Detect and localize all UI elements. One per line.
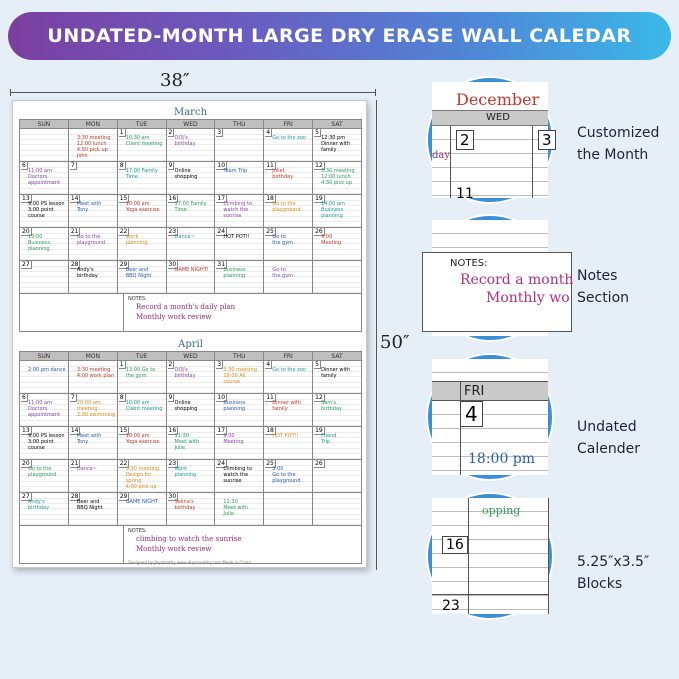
day-cell [117, 129, 166, 162]
day-cell [20, 228, 69, 261]
day-cell [313, 129, 362, 162]
day-number: 19 [315, 195, 323, 202]
notes-handwriting: Monthly work review [136, 545, 212, 553]
day-number: 4 [460, 401, 483, 427]
day-cell [264, 361, 313, 394]
day-cell [68, 162, 117, 195]
week-row [20, 129, 362, 162]
width-dimension [10, 70, 376, 94]
day-cell [215, 195, 264, 228]
day-cell [117, 162, 166, 195]
handwritten-entry: GAME NIGHT [125, 499, 158, 505]
notes-handwriting: Monthly work review [136, 313, 212, 321]
handwritten-entry: 17:00 Family Time [174, 201, 207, 213]
handwritten-entry: Sam's birthday [321, 400, 343, 412]
day-cell [20, 427, 69, 460]
handwritten-entry: 11:00 am Doctors appointment [28, 168, 61, 186]
day-cell [68, 460, 117, 493]
notes-label: NOTES: [128, 296, 147, 302]
banner-title: UNDATED-MONTH LARGE DRY ERASE WALL CALEDAR [8, 12, 671, 60]
day-cell [264, 261, 313, 294]
day-cell [264, 228, 313, 261]
handwritten-entry: Work planning [174, 466, 197, 478]
handwritten-entry: Dance~ [76, 466, 97, 472]
notes-section [19, 526, 362, 564]
week-row [20, 394, 362, 427]
day-cell [264, 427, 313, 460]
day-number: 31 [217, 261, 226, 268]
day-number: 23 [442, 598, 460, 614]
month-block-april [19, 339, 362, 564]
day-cell [166, 261, 215, 294]
notes-label: NOTES: [450, 258, 488, 269]
day-cell [68, 129, 117, 162]
weekday-header: SUN [20, 120, 69, 129]
handwritten-entry: Go to the gym [272, 234, 294, 246]
day-cell [264, 129, 313, 162]
caption-block-size: 5.25″x3.5″ Blocks [577, 554, 650, 592]
day-cell [166, 195, 215, 228]
day-number: 7 [70, 162, 75, 169]
weekday-header: THU [215, 120, 264, 129]
day-cell [68, 228, 117, 261]
weekday-header: TUE [117, 352, 166, 361]
handwritten-entry: 13:00 Go to the gym [125, 367, 156, 379]
month-title: March [173, 107, 208, 118]
handwritten-entry: 9:00 PS lesson 3:00 point course [28, 201, 65, 219]
handwritten-entry: 20:00 am meeting 3:30 swimming [76, 400, 116, 418]
day-number: 13 [22, 195, 30, 202]
day-number: 11 [456, 186, 474, 202]
customized-month-zoom [428, 78, 552, 202]
day-cell [313, 261, 362, 294]
notes-label: NOTES: [128, 528, 147, 534]
handwritten-entry: GAME NIGHT! [174, 267, 209, 273]
day-number: 26 [315, 460, 323, 467]
day-cell [313, 361, 362, 394]
day-number: 12 [315, 394, 323, 401]
weekday-header: MON [68, 352, 117, 361]
handwritten-entry: Business planning [223, 400, 246, 412]
day-number: 2 [168, 129, 173, 136]
weekday-header: WED [166, 352, 215, 361]
day-cell [68, 427, 117, 460]
day-number: 16 [168, 427, 177, 434]
day-number: 3 [217, 129, 222, 136]
height-dimension [372, 100, 410, 570]
height-label: 50″ [380, 332, 410, 353]
day-cell [117, 427, 166, 460]
day-cell [20, 460, 69, 493]
day-number: 12 [315, 162, 323, 169]
week-row [20, 460, 362, 493]
handwritten-entry: 10:00 am Client meeting [125, 400, 163, 412]
handwritten-entry: 11:00 am Doctors appointment [28, 400, 61, 418]
handwritten-entry: Dinner with family [321, 367, 350, 379]
day-cell [166, 162, 215, 195]
day-cell [117, 195, 166, 228]
handwritten-entry: Meet with Tony [76, 433, 102, 445]
handwritten-entry: 9:00 Meeting [223, 433, 244, 445]
day-number: 4 [266, 129, 271, 136]
weekday-header: FRI [432, 381, 548, 401]
width-dimension-line [10, 92, 376, 93]
day-cell [264, 460, 313, 493]
day-cell [215, 129, 264, 162]
width-label: 38″ [160, 70, 190, 91]
handwritten-entry: 2:00 pm dance [28, 367, 66, 373]
day-cell [68, 195, 117, 228]
day-cell [215, 361, 264, 394]
day-cell [68, 493, 117, 526]
handwritten-entry: 17:00 Family Time [125, 168, 158, 180]
day-cell [166, 361, 215, 394]
day-number: 28 [70, 261, 79, 268]
day-cell [313, 228, 362, 261]
handwritten-entry: Go to the playground [272, 201, 301, 213]
day-cell [20, 394, 69, 427]
week-row [20, 493, 362, 526]
week-row [20, 427, 362, 460]
handwritten-note: opping [482, 504, 521, 517]
day-cell [215, 460, 264, 493]
weekday-header: SAT [313, 352, 362, 361]
weekday-header: FRI [264, 120, 313, 129]
day-number: 5 [315, 129, 319, 136]
day-cell [215, 427, 264, 460]
day-number: 18 [266, 195, 274, 202]
blocks-size-zoom [428, 494, 552, 618]
notes-handwriting: Record a month's daily plan [136, 303, 236, 311]
day-number: 9 [168, 394, 173, 401]
handwritten-entry: HOT POT!! [223, 234, 250, 240]
day-number: 23 [168, 460, 177, 467]
day-number: 6 [22, 394, 26, 401]
week-row [20, 195, 362, 228]
day-number: 5 [315, 361, 319, 368]
handwritten-entry: HOT POT!! [272, 433, 299, 439]
week-row [20, 361, 362, 394]
handwritten-entry: Juliet birthday [272, 168, 294, 180]
day-number: 19 [315, 427, 323, 434]
weekday-header: WED [166, 120, 215, 129]
handwritten-entry: OOJ's birthday [174, 135, 196, 147]
day-number: 10 [217, 394, 226, 401]
weekday-header: SUN [20, 352, 69, 361]
handwritten-entry: Online shopping [174, 168, 198, 180]
handwritten-entry: Dinner with family [272, 400, 302, 412]
month-name-handwritten: December [456, 90, 540, 109]
handwritten-entry: Selina's birthday [174, 499, 196, 511]
day-number: 25 [266, 460, 274, 467]
handwritten-entry: Work planning [125, 234, 148, 246]
day-cell [166, 394, 215, 427]
day-number: 29 [119, 493, 128, 500]
handwritten-entry: 12:30 pm Dinner with family [321, 135, 350, 153]
day-number: 13 [22, 427, 30, 434]
handwritten-entry: Andy's birthday [28, 499, 49, 511]
day-cell [68, 394, 117, 427]
handwritten-entry: 13:00 Business planning [28, 234, 51, 252]
day-number: 24 [217, 228, 226, 235]
day-number: 17 [217, 195, 226, 202]
handwritten-entry: 10:00 am Yoga exercise [125, 433, 160, 445]
day-number: 2 [168, 361, 173, 368]
notes-handwriting: climbing to watch the sunrise [136, 535, 242, 543]
day-cell [117, 361, 166, 394]
day-cell [20, 129, 69, 162]
caption-undated-calendar: Undated Calender [577, 419, 640, 457]
handwritten-entry: 10:30 am Client meeting [125, 135, 163, 147]
week-row [20, 162, 362, 195]
day-cell [215, 261, 264, 294]
handwritten-entry: 3:30 meeting 4:00 work plan [76, 367, 115, 379]
day-number: 25 [266, 228, 274, 235]
notes-section-zoom [428, 216, 574, 340]
day-number: 6 [22, 162, 26, 169]
day-number: 7 [70, 394, 75, 401]
weekday-header: MON [68, 120, 117, 129]
day-cell [20, 162, 69, 195]
day-number: 17 [217, 427, 226, 434]
day-cell [313, 394, 362, 427]
day-number: 11 [266, 162, 274, 169]
day-number: 2 [456, 130, 474, 150]
handwritten-entry: Climbing to watch the sunrise [223, 466, 253, 484]
notes-handwriting: Monthly wo [486, 290, 570, 306]
day-cell [313, 493, 362, 526]
handwritten-entry: Andy's birthday [76, 267, 98, 279]
day-number: 26 [315, 228, 323, 235]
day-cell [313, 162, 362, 195]
weekday-header: THU [215, 352, 264, 361]
handwritten-entry: 3:30 meeting 12:00 lunch 4:50 pick up John [76, 135, 111, 159]
weekday-header: WED [432, 110, 548, 126]
day-number: 16 [168, 195, 177, 202]
day-number: 21 [70, 228, 79, 235]
handwritten-entry: Climbing to watch the sunrise [223, 201, 253, 219]
day-cell [215, 394, 264, 427]
month-title: April [178, 339, 203, 350]
handwritten-entry: OOJ's birthday [174, 367, 196, 379]
day-cell [166, 493, 215, 526]
day-number: 27 [22, 493, 30, 500]
weekday-header: TUE [117, 120, 166, 129]
handwritten-entry: Dance~ [174, 234, 195, 240]
day-number: 14 [70, 427, 79, 434]
day-number: 1 [119, 129, 124, 136]
handwritten-entry: Friend Trip [321, 433, 337, 445]
day-cell [166, 228, 215, 261]
day-number: 15 [119, 427, 128, 434]
day-number: 3 [217, 361, 222, 368]
day-number: 23 [168, 228, 177, 235]
day-number: 28 [70, 493, 79, 500]
handwritten-time: 18:00 pm [468, 451, 536, 467]
handwritten-entry: Beer and BBQ Night [76, 499, 103, 511]
day-number: 22 [119, 228, 128, 235]
handwritten-entry: Meet with Tony [76, 201, 102, 213]
week-row [20, 261, 362, 294]
day-cell [215, 493, 264, 526]
day-number: 9 [168, 162, 173, 169]
day-number: 4 [266, 361, 271, 368]
handwritten-entry: Beer and BBQ Night [125, 267, 152, 279]
day-cell [20, 195, 69, 228]
month-block-march [19, 107, 362, 332]
handwritten-entry: 10:00 am Yoga exercise [125, 201, 160, 213]
day-number: 27 [22, 261, 30, 268]
handwritten-entry: 3:00 Go to the playground [272, 466, 301, 484]
day-number: 30 [168, 493, 177, 500]
handwritten-entry: Business planning [223, 267, 246, 279]
handwritten-note: day [432, 150, 451, 161]
day-cell [68, 361, 117, 394]
day-cell [166, 460, 215, 493]
day-cell [20, 361, 69, 394]
day-number: 14 [70, 195, 79, 202]
undated-calendar-zoom [428, 355, 552, 479]
day-cell [215, 228, 264, 261]
day-cell [264, 493, 313, 526]
handwritten-entry: Go to the zoo [272, 135, 306, 141]
day-cell [313, 460, 362, 493]
day-number: 24 [217, 460, 226, 467]
day-cell [117, 394, 166, 427]
day-cell [264, 195, 313, 228]
day-cell [117, 261, 166, 294]
notes-section [19, 294, 362, 332]
handwritten-entry: 9:00 PS lesson 3:00 point course [28, 433, 65, 451]
handwritten-entry: 3:30 meeting Design for spring 4:00 pick up [125, 466, 160, 490]
month-grid [19, 351, 362, 526]
handwritten-entry: Online shopping [174, 400, 198, 412]
day-number: 15 [119, 195, 128, 202]
day-cell [166, 129, 215, 162]
handwritten-entry: Go to the gym [272, 267, 294, 279]
day-cell [313, 427, 362, 460]
handwritten-entry: 11:30 Meet with Juile [223, 499, 248, 517]
day-cell [20, 493, 69, 526]
caption-customized-month: Customized the Month [577, 125, 660, 163]
day-cell [166, 427, 215, 460]
day-number: 10 [217, 162, 226, 169]
day-number: 8 [119, 394, 124, 401]
day-number: 16 [442, 536, 468, 554]
handwritten-entry: Go to the playground [28, 466, 57, 478]
weekday-header: SAT [313, 120, 362, 129]
day-cell [264, 394, 313, 427]
weekday-header: FRI [264, 352, 313, 361]
handwritten-entry: 11:30 Meet with Juile [174, 433, 200, 451]
day-cell [68, 261, 117, 294]
day-cell [117, 228, 166, 261]
handwritten-entry: Go to the zoo [272, 367, 306, 373]
day-cell [117, 493, 166, 526]
day-number: 11 [266, 394, 274, 401]
month-grid [19, 119, 362, 294]
day-cell [20, 261, 69, 294]
handwritten-entry: 3:30 meeting 12:00 lunch 4:30 pick up [321, 168, 355, 186]
notes-handwriting: Record a month [460, 272, 574, 288]
day-number: 21 [70, 460, 79, 467]
day-number: 18 [266, 427, 274, 434]
day-cell [215, 162, 264, 195]
week-row [20, 228, 362, 261]
handwritten-entry: 3:30 meeting 19:00 All course [223, 367, 257, 385]
day-number: 1 [119, 361, 124, 368]
caption-notes-section: Notes Section [577, 268, 630, 306]
day-cell [117, 460, 166, 493]
height-dimension-line [376, 100, 377, 570]
wall-calendar-poster [12, 100, 367, 568]
day-number: 29 [119, 261, 128, 268]
handwritten-entry: 9:00 Meeting [321, 234, 342, 246]
handwritten-entry: 14:00 am Business planning [321, 201, 345, 219]
day-number: 20 [22, 460, 30, 467]
day-cell [264, 162, 313, 195]
handwritten-entry: Team Trip [223, 168, 248, 174]
day-number: 3 [538, 130, 556, 150]
day-number: 20 [22, 228, 30, 235]
day-number: 30 [168, 261, 177, 268]
day-number: 22 [119, 460, 128, 467]
handwritten-entry: Go to the playground [76, 234, 106, 246]
day-cell [313, 195, 362, 228]
day-number: 8 [119, 162, 124, 169]
poster-footer: Designed by Jhyomathy www.dryerasethy.com Made in China [128, 560, 251, 565]
